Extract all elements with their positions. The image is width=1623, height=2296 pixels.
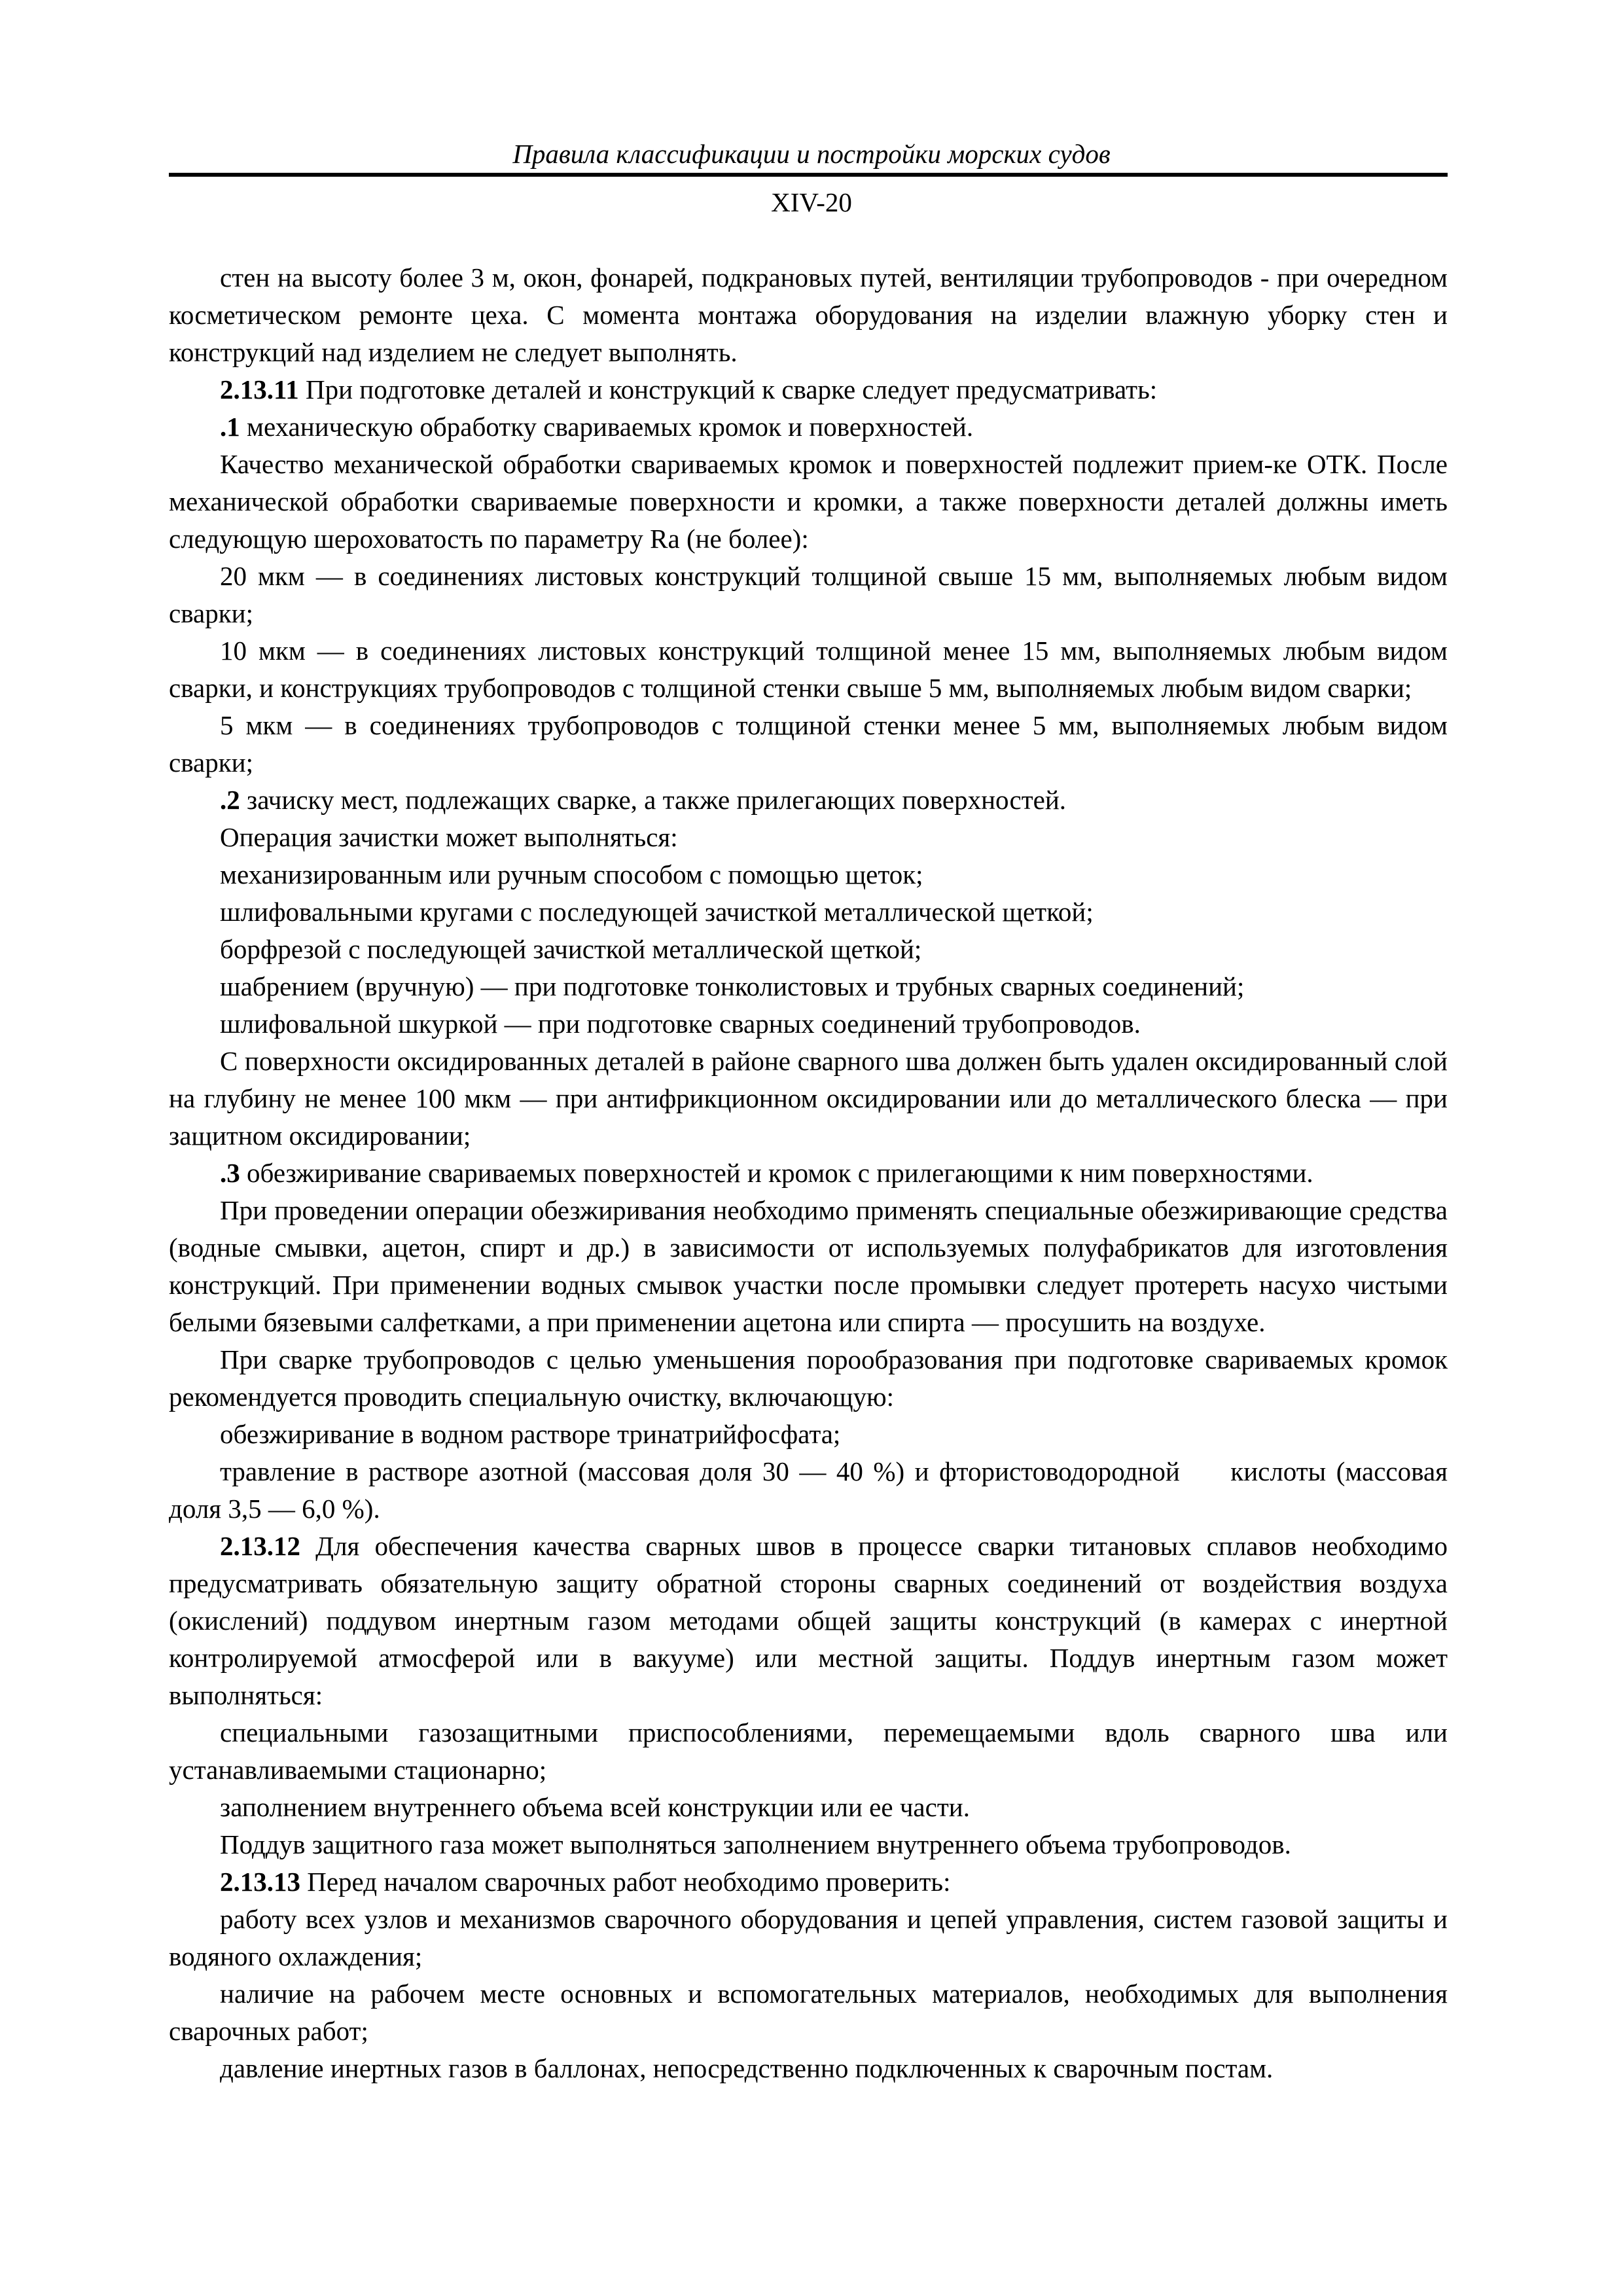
section-number: 2.13.12 xyxy=(220,1531,300,1561)
body-text xyxy=(169,259,1455,2087)
paragraph: 2.13.12 Для обеспечения качества сварных швов в процессе сварки титановых сплавов необходимо предусматривать обязательную защиту обратной стороны сварных соединений от воздействия воздуха (окислений) поддувом инертным газом методами общей защиты конструкций (в камерах с инертной контролируемой атмосферой или в вакууме) или местной защиты. Поддув инертным газом может выполняться: xyxy=(169,1531,1448,1710)
list-item: шлифовальными кругами с последующей зачисткой металлической щеткой; xyxy=(220,897,1094,927)
list-item: наличие на рабочем месте основных и вспомогательных материалов, необходимых для выполнения сварочных работ; xyxy=(169,1979,1448,2046)
paragraph: Поддув защитного газа может выполняться заполнением внутреннего объема трубопроводов. xyxy=(220,1829,1291,1859)
paragraph: 10 мкм — в соединениях листовых конструкций толщиной менее 15 мм, выполняемых любым видом сварки, и конструкциях трубопроводов с толщиной стенки свыше 5 мм, выполняемых любым видом сварки; xyxy=(169,636,1448,703)
paragraph: 2.13.13 Перед началом сварочных работ необходимо проверить: xyxy=(220,1867,951,1897)
paragraph: 20 мкм — в соединениях листовых конструкций толщиной свыше 15 мм, выполняемых любым видом сварки; xyxy=(169,561,1448,628)
paragraph: 2.13.11 При подготовке деталей и конструкций к сварке следует предусматривать: xyxy=(220,374,1158,404)
paragraph: .1 механическую обработку свариваемых кромок и поверхностей. xyxy=(220,412,974,442)
paragraph: При сварке трубопроводов с целью уменьшения порообразования при подготовке свариваемых кромок рекомендуется проводить специальную очистку, включающую: xyxy=(169,1344,1448,1412)
paragraph: 5 мкм — в соединениях трубопроводов с толщиной стенки менее 5 мм, выполняемых любым видом сварки; xyxy=(169,710,1448,778)
paragraph: При проведении операции обезжиривания необходимо применять специальные обезжиривающие средства (водные смывки, ацетон, спирт и др.) в зависимости от используемых полуфабрикатов для изготовления конструкций. При применении водных смывок участки после промывки следует протереть насухо чистыми белыми бязевыми салфетками, а при применении ацетона или спирта — просушить на воздухе. xyxy=(169,1195,1448,1337)
section-number: 2.13.13 xyxy=(220,1867,300,1897)
header-rule xyxy=(169,173,1448,177)
list-item: травление в растворе азотной (массовая доля 30 — 40 %) и фтористоводородной кислоты (массовая доля 3,5 — 6,0 %). xyxy=(169,1456,1455,1524)
item-number: .3 xyxy=(220,1158,240,1188)
list-item: заполнением внутреннего объема всей конструкции или ее части. xyxy=(220,1792,970,1822)
list-item: шлифовальной шкуркой — при подготовке сварных соединений трубопроводов. xyxy=(220,1009,1141,1039)
section-number: 2.13.11 xyxy=(220,374,299,404)
paragraph: стен на высоту более 3 м, окон, фонарей, подкрановых путей, вентиляции трубопроводов - при очередном косметическом ремонте цеха. С момента монтажа оборудования на изделии влажную уборку стен и конструкций над изделием не следует выполнять. xyxy=(169,262,1448,367)
list-item: борфрезой с последующей зачисткой металлической щеткой; xyxy=(220,934,922,964)
list-item: работу всех узлов и механизмов сварочного оборудования и цепей управления, систем газовой защиты и водяного охлаждения; xyxy=(169,1904,1448,1971)
list-item: специальными газозащитными приспособлениями, перемещаемыми вдоль сварного шва или устанавливаемыми стационарно; xyxy=(169,1717,1448,1785)
item-number: .1 xyxy=(220,412,240,442)
paragraph: Операция зачистки может выполняться: xyxy=(220,822,678,852)
paragraph: Качество механической обработки свариваемых кромок и поверхностей подлежит прием-ке ОТК. После механической обработки свариваемые поверхности и кромки, а также поверхности деталей должны иметь следующую шероховатость по параметру Ra (не более): xyxy=(169,449,1448,554)
list-item: давление инертных газов в баллонах, непосредственно подключенных к сварочным постам. xyxy=(220,2053,1274,2083)
page-number: XIV-20 xyxy=(771,187,852,217)
paragraph: .2 зачиску мест, подлежащих сварке, а также прилегающих поверхностей. xyxy=(220,785,1067,815)
list-item: обезжиривание в водном растворе тринатрийфосфата; xyxy=(220,1419,841,1449)
paragraph: .3 обезжиривание свариваемых поверхностей и кромок с прилегающими к ним поверхностями. xyxy=(220,1158,1313,1188)
running-header: Правила классификации и постройки морских судов xyxy=(512,139,1111,169)
paragraph: С поверхности оксидированных деталей в районе сварного шва должен быть удален оксидированный слой на глубину не менее 100 мкм — при антифрикционном оксидировании или до металлического блеска — при защитном оксидировании; xyxy=(169,1046,1448,1151)
list-item: механизированным или ручным способом с помощью щеток; xyxy=(220,859,923,889)
item-number: .2 xyxy=(220,785,240,815)
list-item: шабрением (вручную) — при подготовке тонколистовых и трубных сварных соединений; xyxy=(220,971,1245,1001)
